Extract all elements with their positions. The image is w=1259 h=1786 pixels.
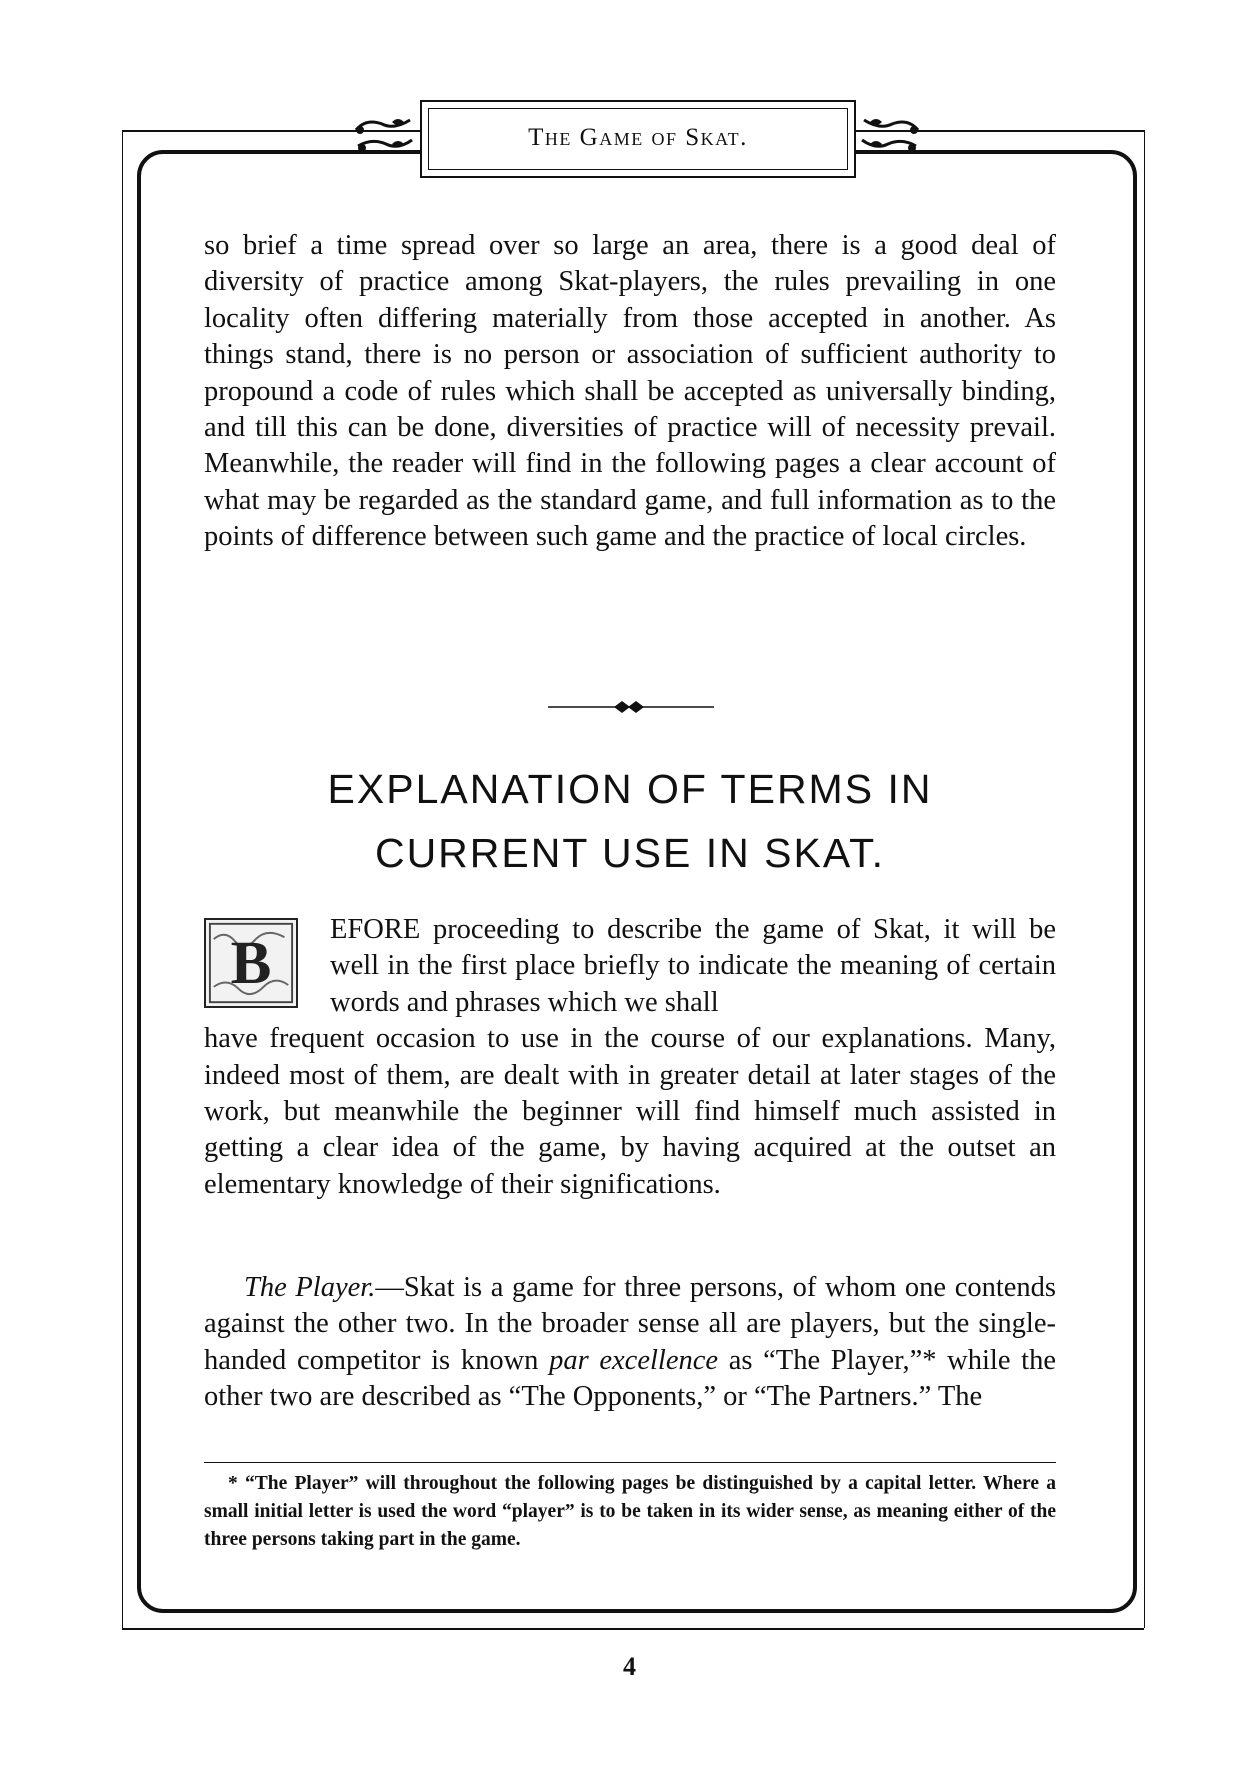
running-head-title: The Game of Skat. — [528, 124, 748, 151]
running-head-box — [420, 100, 856, 178]
frame-right-rule — [1144, 130, 1145, 1628]
intro-line-2: will be well in the first place briefly to indicate the — [330, 914, 1057, 982]
frame-left-rule — [122, 130, 123, 1628]
player-paragraph-block — [204, 1270, 1056, 1416]
section-heading-line-2: CURRENT USE IN SKAT. — [374, 830, 886, 876]
footnote: * “The Player” will throughout the following pages be distinguished by a capital letter. Where a small initial letter is used the word “player” is to be taken in its wider sense, as meaning either of the three persons taking part in the game. — [204, 1473, 1056, 1550]
intro-indented-lines — [204, 912, 1056, 1021]
footnote-rule — [204, 1462, 1056, 1463]
frame-bottom-rule — [122, 1628, 1144, 1630]
intro-line-1: EFORE proceeding to describe the game of Skat, it — [330, 914, 960, 945]
dropcap-letter: B — [230, 930, 272, 998]
player-term: The Player. — [244, 1272, 376, 1303]
player-paragraph — [204, 1270, 1056, 1416]
player-text-b: as “The Player,”* while the other two are described as “The Opponents,” or “The Partners.” The — [204, 1344, 1056, 1413]
scroll-ornament-right-icon — [858, 112, 922, 162]
par-excellence: par excellence — [549, 1344, 719, 1376]
scroll-ornament-left-icon — [352, 112, 416, 162]
player-text-a: —Skat is a game for three persons, of whom one contends against the other two. In the broader sense all are players, but the single-handed competitor is known — [204, 1272, 1057, 1376]
opening-paragraph-block — [204, 228, 1056, 556]
section-heading-line-1: EXPLANATION OF TERMS IN — [327, 766, 933, 812]
intro-line-3: meaning of certain words and phrases which we shall — [330, 950, 1056, 1018]
intro-paragraph — [204, 912, 1056, 1203]
intro-continuation: have frequent occasion to use in the course of our explanations. Many, indeed most of them, are dealt with in greater detail at later stages of the work, but meanwhile the beginner will find himself much assisted in getting a clear idea of the game, by having acquired at the outset an elementary knowledge of their significations. — [204, 1023, 1056, 1200]
opening-paragraph: so brief a time spread over so large an area, there is a good deal of diversity of practice among Skat-players, the rules prevailing in one locality often differing materially from those accepted in another. As things stand, there is no person or association of sufficient authority to propound a code of rules which shall be accepted as universally binding, and till this can be done, diversities of practice will of necessity prevail. Meanwhile, the reader will find in the following pages a clear account of what may be regarded as the standard game, and full information as to the points of difference between such game and the practice of local circles. — [204, 230, 1056, 553]
page-number: 4 — [623, 1652, 636, 1681]
section-divider-ornament-icon — [548, 700, 714, 714]
